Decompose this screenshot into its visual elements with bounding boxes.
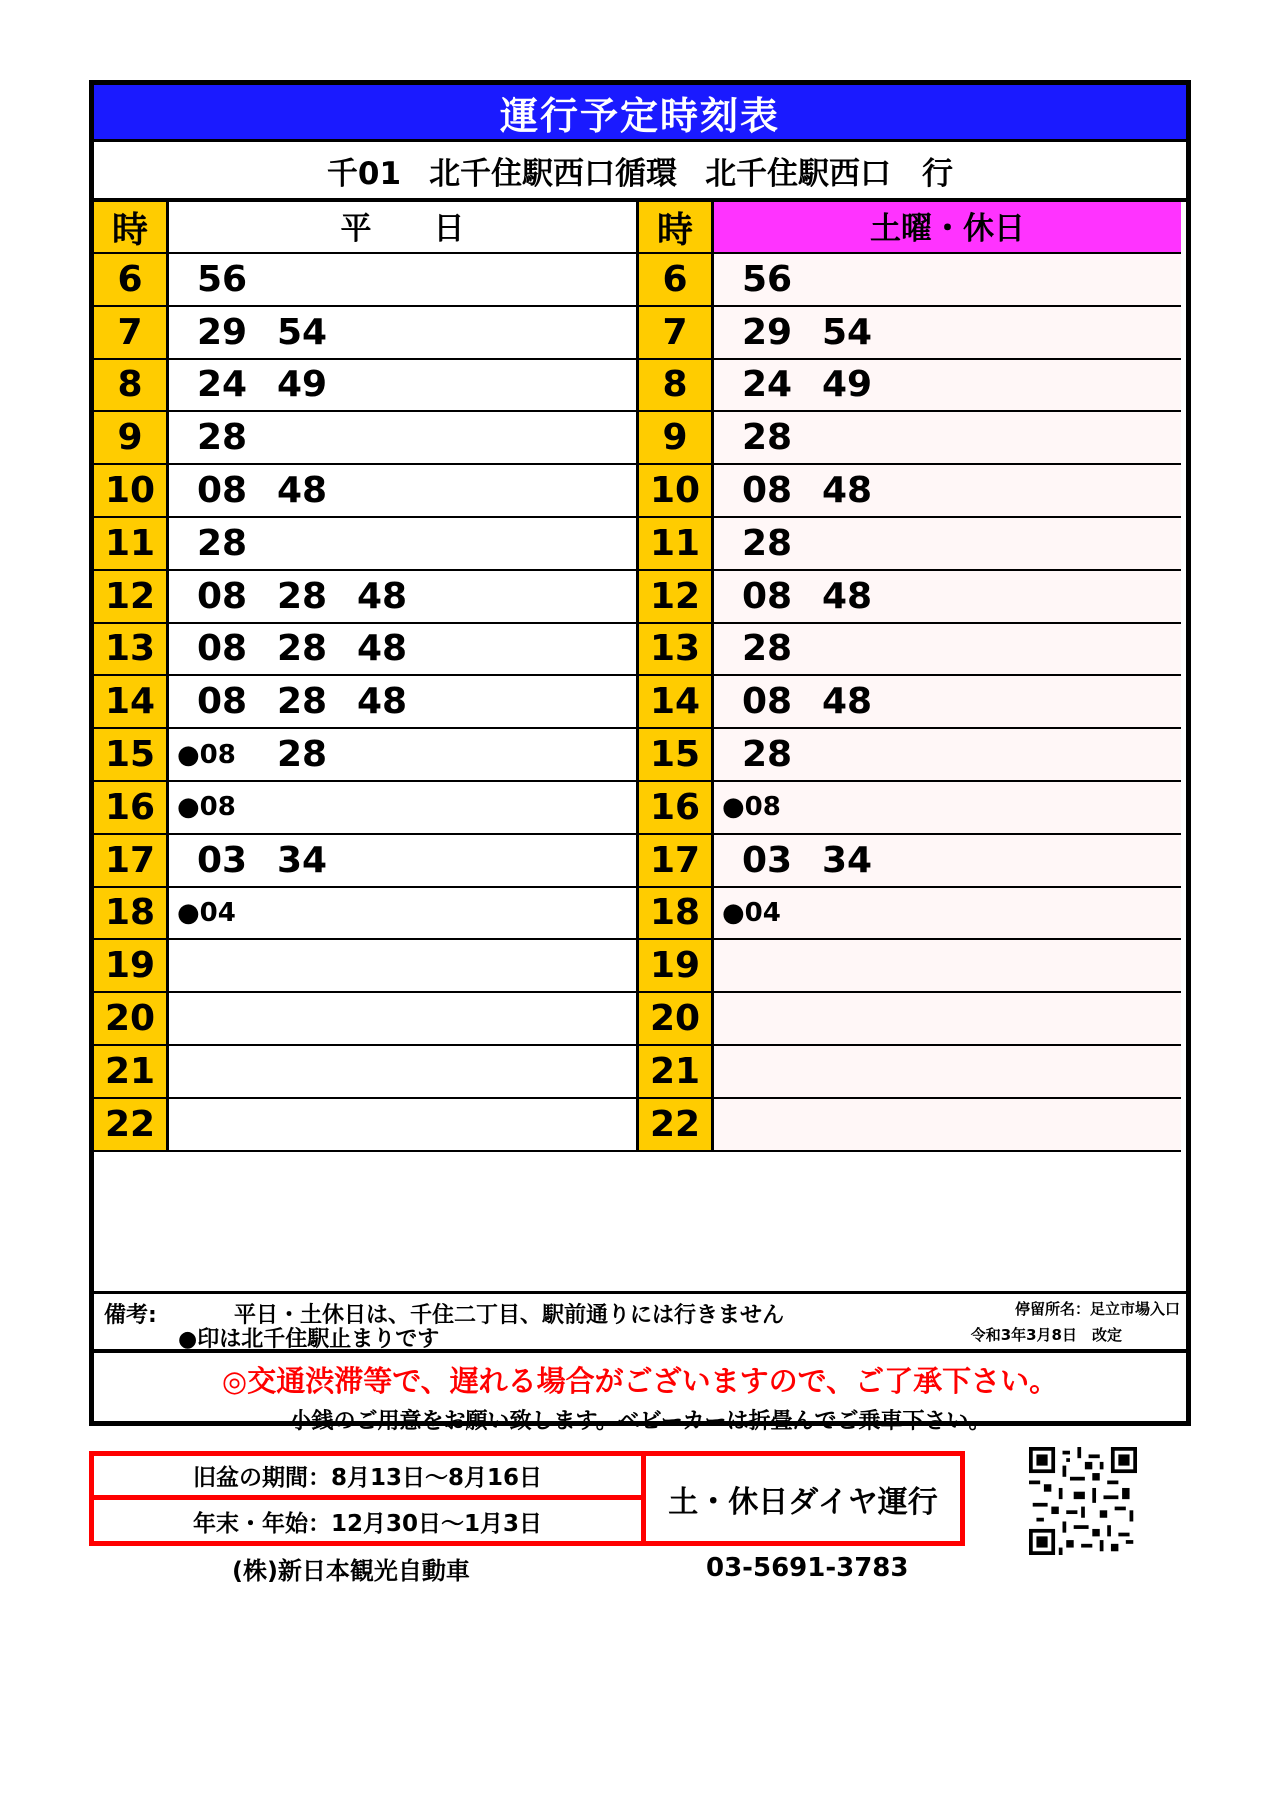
table-row — [94, 624, 1186, 677]
hour-cell-weekday: 21 — [94, 1046, 169, 1099]
notes-label: 備考: — [104, 1303, 157, 1328]
holiday-times-cell — [714, 993, 1181, 1046]
departure-time: 03 — [197, 839, 248, 881]
hour-cell-holiday: 19 — [639, 940, 714, 993]
holiday-times-cell — [714, 254, 1181, 307]
weekday-times-cell — [169, 729, 639, 782]
hour-cell-holiday: 18 — [639, 888, 714, 941]
weekday-times-cell — [169, 465, 639, 518]
timetable-sheet — [89, 80, 1191, 1434]
weekday-times-cell — [169, 624, 639, 677]
departure-time: 24 — [742, 364, 793, 406]
weekday-times-cell — [169, 412, 639, 465]
weekday-times-cell — [169, 571, 639, 624]
holiday-times-cell — [714, 1046, 1181, 1099]
departure-time: 08 — [197, 681, 248, 723]
departure-time: 56 — [742, 258, 793, 300]
table-row — [94, 993, 1186, 1046]
weekday-times-cell — [169, 940, 639, 993]
weekday-times-cell — [169, 518, 639, 571]
departure-time: 48 — [357, 628, 408, 670]
departure-time: 34 — [822, 839, 873, 881]
hour-cell-weekday: 12 — [94, 571, 169, 624]
departure-time-terminating: ●08 — [177, 739, 236, 770]
hour-cell-holiday: 21 — [639, 1046, 714, 1099]
hour-cell-holiday: 14 — [639, 676, 714, 729]
table-row — [94, 307, 1186, 360]
route-code: 千01 — [326, 155, 402, 192]
hour-cell-weekday: 17 — [94, 835, 169, 888]
table-row — [94, 1046, 1186, 1099]
table-row — [94, 835, 1186, 888]
holiday-header: 土曜・休日 — [714, 202, 1181, 254]
hour-cell-weekday: 10 — [94, 465, 169, 518]
departure-time: 28 — [277, 734, 328, 776]
departure-time: 48 — [822, 681, 873, 723]
holiday-times-cell — [714, 360, 1181, 413]
weekday-times-cell — [169, 1046, 639, 1099]
departure-time-terminating: ●04 — [177, 897, 236, 928]
departure-time: 28 — [197, 417, 248, 459]
hour-cell-holiday: 12 — [639, 571, 714, 624]
departure-time: 28 — [742, 734, 793, 776]
table-row — [94, 1099, 1186, 1152]
revision-date: 令和3年3月8日 改定 — [970, 1326, 1122, 1344]
table-row — [94, 412, 1186, 465]
hour-cell-weekday: 22 — [94, 1099, 169, 1152]
warning-line1: ◎交通渋滞等で、遅れる場合がございますので、ご了承下さい。 — [221, 1364, 1059, 1398]
table-row — [94, 360, 1186, 413]
table-row — [94, 254, 1186, 307]
departure-time: 28 — [277, 575, 328, 617]
timetable-grid — [94, 202, 1186, 1292]
weekday-times-cell — [169, 888, 639, 941]
departure-time: 29 — [197, 311, 248, 353]
hour-cell-weekday: 18 — [94, 888, 169, 941]
departure-time: 56 — [197, 258, 248, 300]
hour-header-holiday: 時 — [639, 202, 714, 254]
hour-cell-weekday: 20 — [94, 993, 169, 1046]
holiday-times-cell — [714, 1099, 1181, 1152]
departure-time: 29 — [742, 311, 793, 353]
special-schedule-note: 土・休日ダイヤ運行 — [668, 1484, 938, 1520]
notes — [94, 1291, 1186, 1353]
departure-time: 08 — [742, 470, 793, 512]
hour-cell-weekday: 7 — [94, 307, 169, 360]
hour-cell-weekday: 6 — [94, 254, 169, 307]
hour-cell-holiday: 20 — [639, 993, 714, 1046]
departure-time-terminating: ●04 — [722, 897, 781, 928]
weekday-times-cell — [169, 360, 639, 413]
departure-time: 28 — [742, 417, 793, 459]
company-name: (株)新日本観光自動車 — [232, 1557, 470, 1585]
header-row — [94, 202, 1186, 254]
weekday-times-cell — [169, 254, 639, 307]
special-schedule-box — [89, 1451, 965, 1546]
weekday-times-cell — [169, 676, 639, 729]
departure-time: 03 — [742, 839, 793, 881]
route-destination: 北千住駅西口 行 — [705, 155, 954, 192]
hour-cell-holiday: 15 — [639, 729, 714, 782]
table-row — [94, 465, 1186, 518]
hour-cell-holiday: 7 — [639, 307, 714, 360]
departure-time: 48 — [822, 470, 873, 512]
phone-number: 03-5691-3783 — [706, 1553, 909, 1583]
holiday-times-cell — [714, 888, 1181, 941]
departure-time: 34 — [277, 839, 328, 881]
hour-cell-holiday: 10 — [639, 465, 714, 518]
departure-time: 48 — [357, 575, 408, 617]
weekday-times-cell — [169, 993, 639, 1046]
departure-time: 48 — [357, 681, 408, 723]
departure-time: 54 — [822, 311, 873, 353]
holiday-times-cell — [714, 729, 1181, 782]
holiday-times-cell — [714, 465, 1181, 518]
weekday-times-cell — [169, 835, 639, 888]
departure-time: 48 — [822, 575, 873, 617]
holiday-times-cell — [714, 624, 1181, 677]
notes-line2: ●印は北千住駅止まりです — [178, 1327, 440, 1352]
holiday-times-cell — [714, 571, 1181, 624]
holiday-times-cell — [714, 307, 1181, 360]
stop-name: 停留所名：足立市場入口 — [1014, 1300, 1180, 1318]
hour-cell-weekday: 19 — [94, 940, 169, 993]
hour-cell-weekday: 16 — [94, 782, 169, 835]
hour-cell-holiday: 6 — [639, 254, 714, 307]
departure-time: 08 — [742, 575, 793, 617]
departure-time-terminating: ●08 — [722, 792, 781, 823]
hour-cell-holiday: 11 — [639, 518, 714, 571]
departure-time: 28 — [742, 628, 793, 670]
table-row — [94, 729, 1186, 782]
qr-code-icon — [1016, 1447, 1150, 1555]
departure-time: 49 — [822, 364, 873, 406]
hour-cell-holiday: 16 — [639, 782, 714, 835]
newyear-period: 年末・年始：12月30日～1月3日 — [94, 1500, 646, 1542]
notes-line1: 平日・土休日は、千住二丁目、駅前通りには行きません — [234, 1303, 785, 1328]
hour-cell-holiday: 17 — [639, 835, 714, 888]
departure-time: 54 — [277, 311, 328, 353]
holiday-times-cell — [714, 676, 1181, 729]
timetable-title: 運行予定時刻表 — [94, 85, 1186, 142]
hour-cell-weekday: 8 — [94, 360, 169, 413]
departure-time: 08 — [197, 575, 248, 617]
obon-period: 旧盆の期間：8月13日～8月16日 — [94, 1456, 646, 1500]
holiday-times-cell — [714, 518, 1181, 571]
warning-line2: 小銭のご用意をお願い致します。ベビーカーは折畳んでご乗車下さい。 — [289, 1409, 991, 1434]
hour-cell-holiday: 22 — [639, 1099, 714, 1152]
departure-time-terminating: ●08 — [177, 792, 236, 823]
weekday-times-cell — [169, 307, 639, 360]
departure-time: 28 — [277, 681, 328, 723]
route-bar — [94, 142, 1186, 202]
hour-cell-weekday: 11 — [94, 518, 169, 571]
hour-cell-weekday: 13 — [94, 624, 169, 677]
hour-cell-weekday: 14 — [94, 676, 169, 729]
hour-cell-holiday: 8 — [639, 360, 714, 413]
departure-time: 08 — [197, 628, 248, 670]
weekday-header: 平 日 — [169, 202, 639, 254]
departure-time: 28 — [742, 522, 793, 564]
table-row — [94, 571, 1186, 624]
table-row — [94, 518, 1186, 571]
holiday-times-cell — [714, 782, 1181, 835]
departure-time: 28 — [277, 628, 328, 670]
table-row — [94, 782, 1186, 835]
weekday-times-cell — [169, 782, 639, 835]
weekday-times-cell — [169, 1099, 639, 1152]
departure-time: 08 — [197, 470, 248, 512]
departure-time: 28 — [197, 522, 248, 564]
hour-cell-weekday: 15 — [94, 729, 169, 782]
departure-time: 49 — [277, 364, 328, 406]
departure-time: 08 — [742, 681, 793, 723]
route-name: 北千住駅西口循環 — [429, 155, 678, 192]
hour-cell-holiday: 9 — [639, 412, 714, 465]
table-row — [94, 676, 1186, 729]
departure-time: 48 — [277, 470, 328, 512]
table-row — [94, 940, 1186, 993]
table-row — [94, 888, 1186, 941]
holiday-times-cell — [714, 412, 1181, 465]
hour-cell-holiday: 13 — [639, 624, 714, 677]
holiday-times-cell — [714, 835, 1181, 888]
hour-cell-weekday: 9 — [94, 412, 169, 465]
departure-time: 24 — [197, 364, 248, 406]
hour-header-weekday: 時 — [94, 202, 169, 254]
warning — [94, 1353, 1186, 1434]
holiday-times-cell — [714, 940, 1181, 993]
